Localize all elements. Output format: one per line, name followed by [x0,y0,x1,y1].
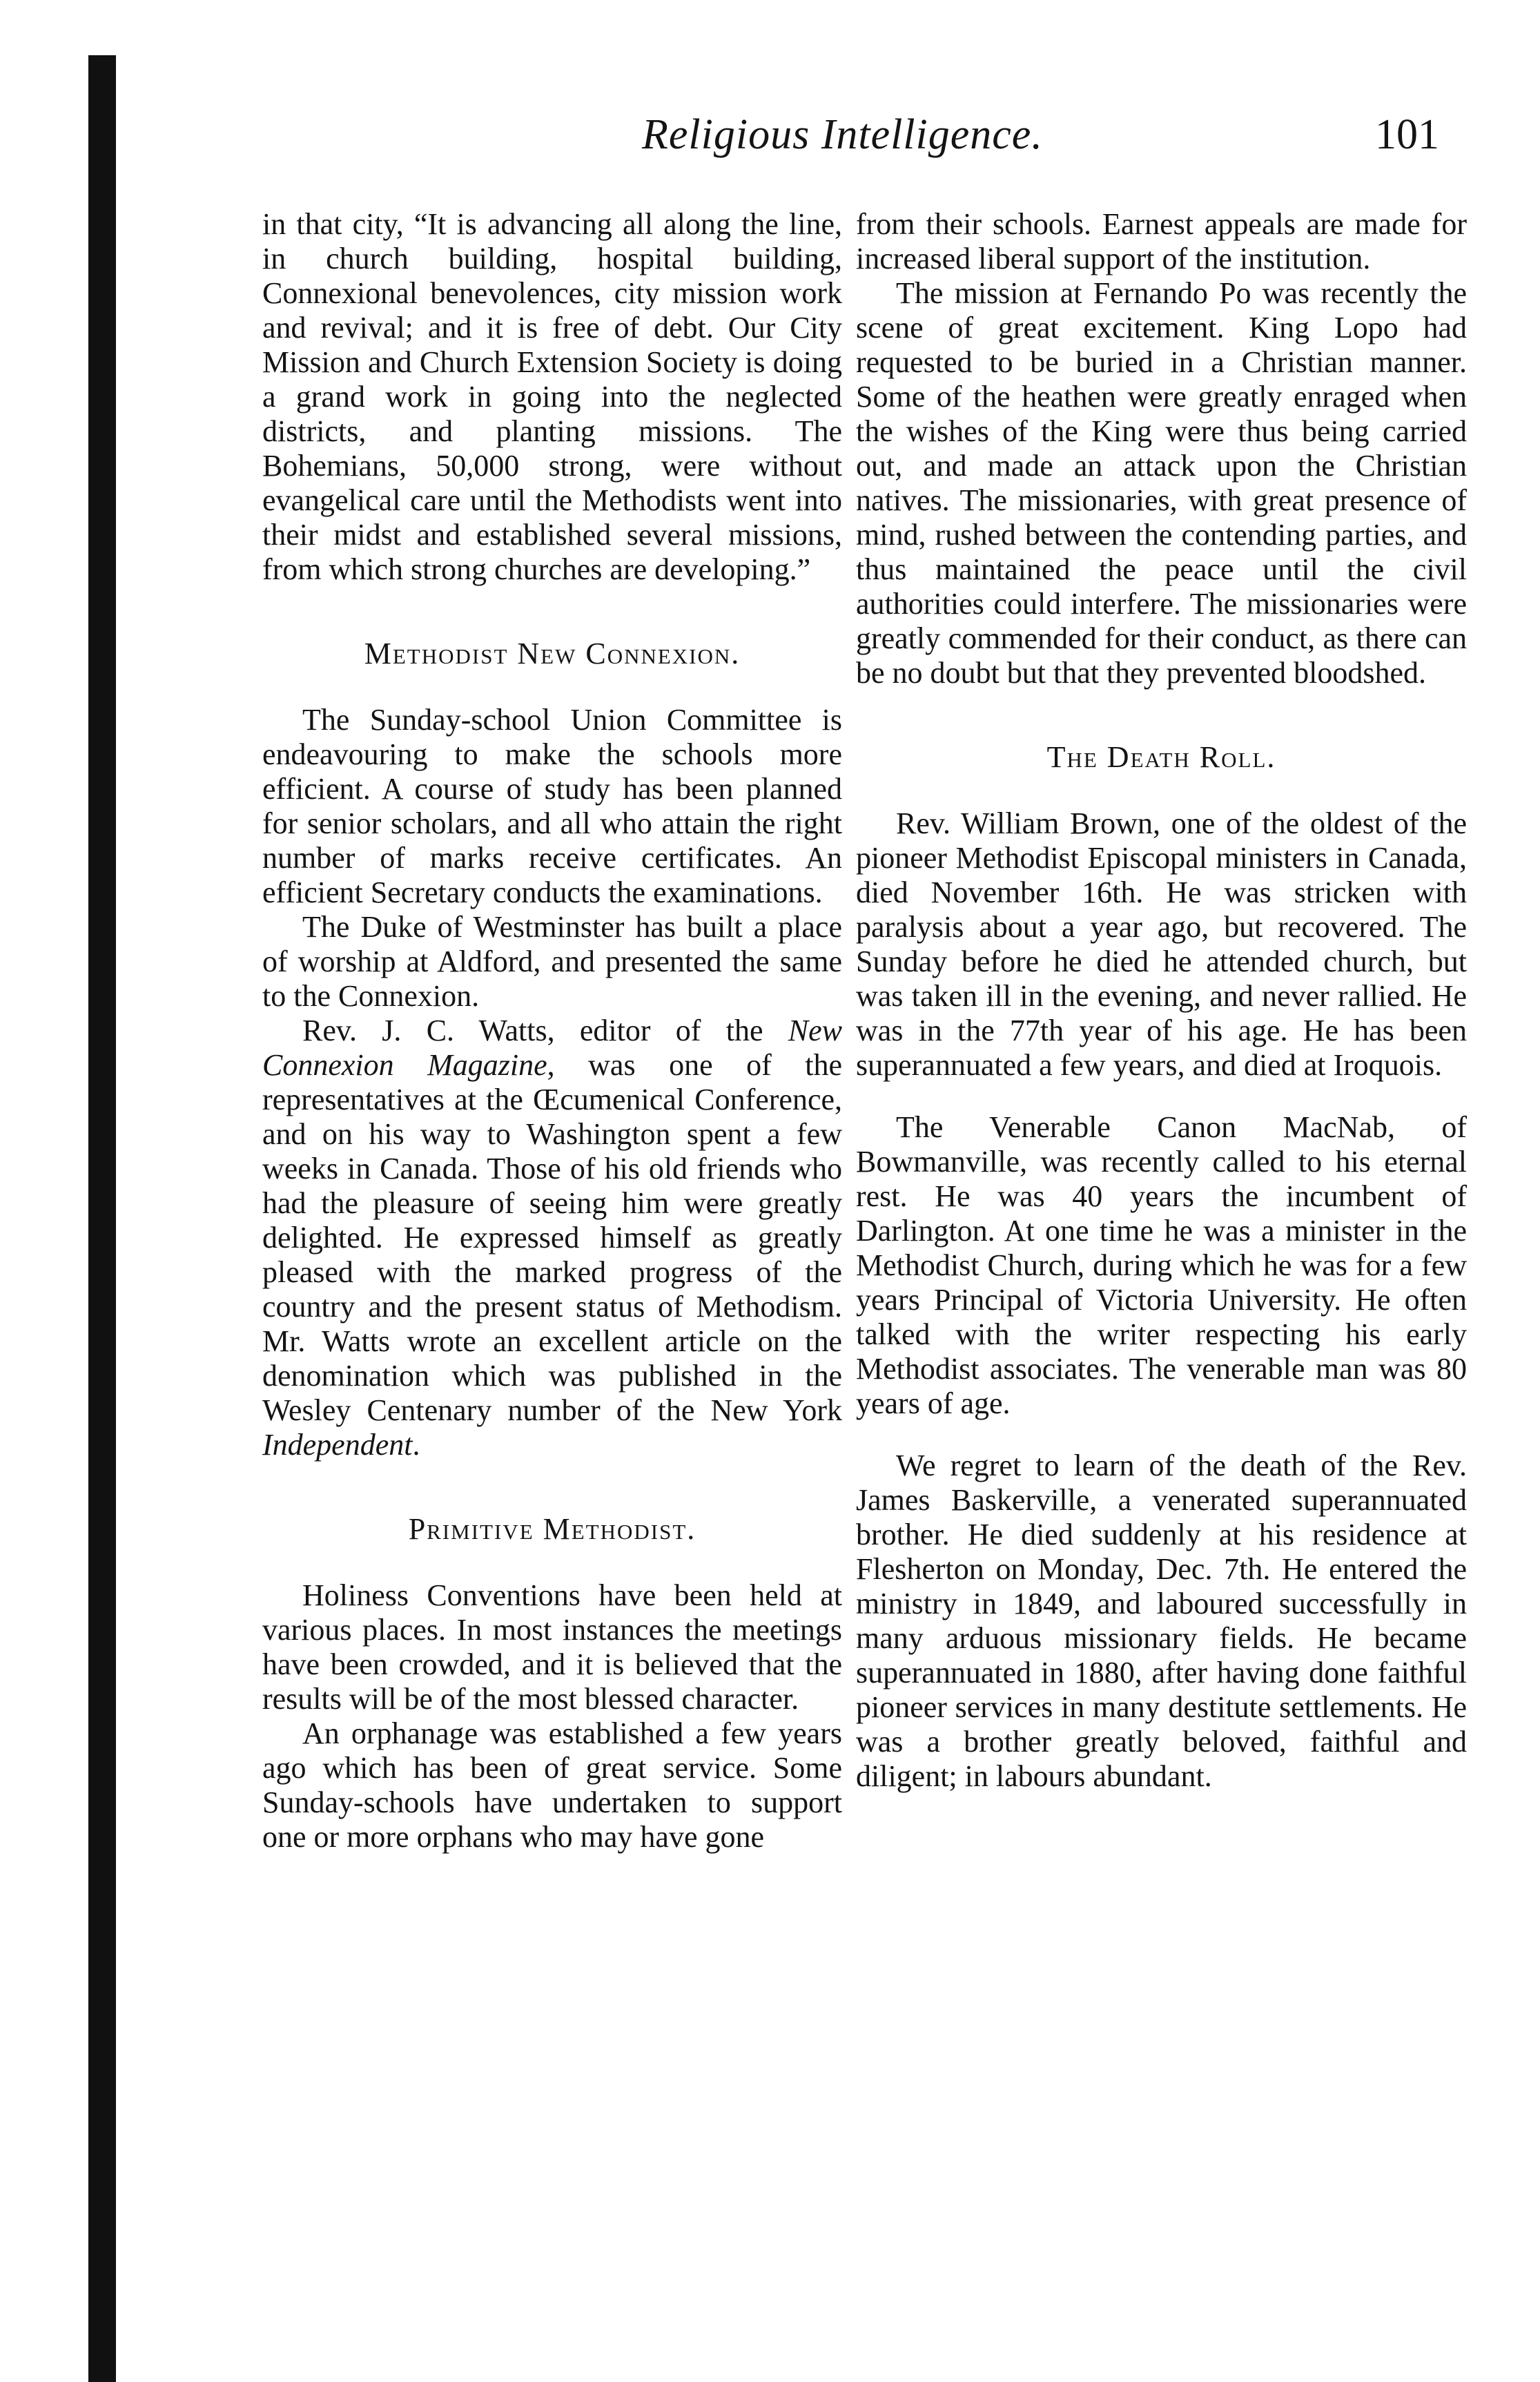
running-title: Religious Intelligence. [642,111,1043,158]
spacer [856,1083,1467,1110]
page-edge-bar [88,55,116,2382]
paragraph-fernando-po: The mission at Fernando Po was recently the scene of great excitement. King Lopo had requested to be buried in a Christian manner. Some of the heathen were greatly enraged when the wishes of the King were thus being carried out, and made an attack upon the Christian natives. The missionaries, with great presence of mind, rushed between the contending parties, and thus maintained the peace until the civil authorities could interfere. The missionaries were greatly commended for their conduct, as there can be no doubt but that they prevented bloodshed. [856,276,1467,690]
magazine-title: New Connexion Magazine [262,1014,843,1082]
paragraph-city-mission: in that city, “It is advancing all along the line, in church building, hospital building, Connexional benevolences, city mission work and revival; and it is free of debt. Our City Mission and Church Extension Society is doing a grand work in going into the neglected districts, and planting missions. The Bohemians, 50,000 strong, were without evangelical care until the Methodists went into their midst and established several missions, from which strong churches are developing.” [262,207,842,586]
paragraph-orphanage: An orphanage was established a few years ago which has been of great service. Some Sunday-schools have undertaken to support one or more orphans who may have gone [262,1716,842,1854]
paragraph-james-baskerville: We regret to learn of the death of the Rev. James Baskerville, a venerated superannuated brother. He died suddenly at his residence at Flesherton on Monday, Dec. 7th. He entered the ministry in 1849, and laboured successfully in many arduous missionary fields. He became superannuated in 1880, after having done faithful pioneer services in many destitute settlements. He was a brother greatly beloved, faithful and diligent; in labours abundant. [856,1449,1467,1793]
section-heading-primitive-methodist: Primitive Methodist. [408,1512,696,1546]
paragraph-holiness-conventions: Holiness Conventions have been held at various places. In most instances the meetings have been crowded, and it is believed that the results will be of the most blessed character. [262,1578,842,1716]
watts-text-start: Rev. J. C. Watts, editor of the [302,1014,763,1047]
paragraph-sunday-school: The Sunday-school Union Committee is endeavouring to make the schools more efficient. A course of study has been planned for senior scholars, and all who attain the right number of marks receive certificates. An efficient Secretary conducts the examinations. [262,703,842,909]
paragraph-william-brown: Rev. William Brown, one of the oldest of the pioneer Methodist Episcopal ministers in Canada, died November 16th. He was stricken with paralysis about a year ago, but recovered. The Sunday before he died he attended church, but was taken ill in the evening, and never rallied. He was in the 77th year of his age. He has been superannuated a few years, and died at Iroquois. [856,806,1467,1082]
paragraph-orphanage-continued: from their schools. Earnest appeals are made for increased liberal support of the institution. [856,207,1467,275]
paragraph-duke-westminster: The Duke of Westminster has built a place of worship at Aldford, and presented the same to the Connexion. [262,910,842,1013]
paragraph-watts [262,1014,842,1462]
paragraph-canon-macnab: The Venerable Canon MacNab, of Bowmanville, was recently called to his eternal rest. He was 40 years the incumbent of Darlington. At one time he was a minister in the Methodist Church, during which he was for a few years Principal of Victoria University. He often talked with the writer respecting his early Methodist associates. The venerable man was 80 years of age. [856,1110,1467,1420]
left-column [262,207,842,1855]
spacer [856,1421,1467,1449]
section-heading-methodist-new-connexion: Methodist New Connexion. [364,637,741,670]
newspaper-title: Independent [262,1428,413,1462]
page-number: 101 [1375,111,1439,158]
watts-text-mid: , was one of the representatives at the Œcumenical Conference, and on his way to Washington spent a few weeks in Canada. Those of his old friends who had the pleasure of seeing him were greatly delighted. He expressed himself as greatly pleased with the marked progress of the country and the present status of Methodism. Mr. Watts wrote an excellent article on the denomination which was published in the Wesley Centenary number of the New York [262,1048,842,1427]
right-column [856,207,1467,1794]
section-heading-death-roll: The Death Roll. [1046,740,1276,774]
watts-text-end: . [412,1428,420,1462]
running-header [262,110,1467,180]
